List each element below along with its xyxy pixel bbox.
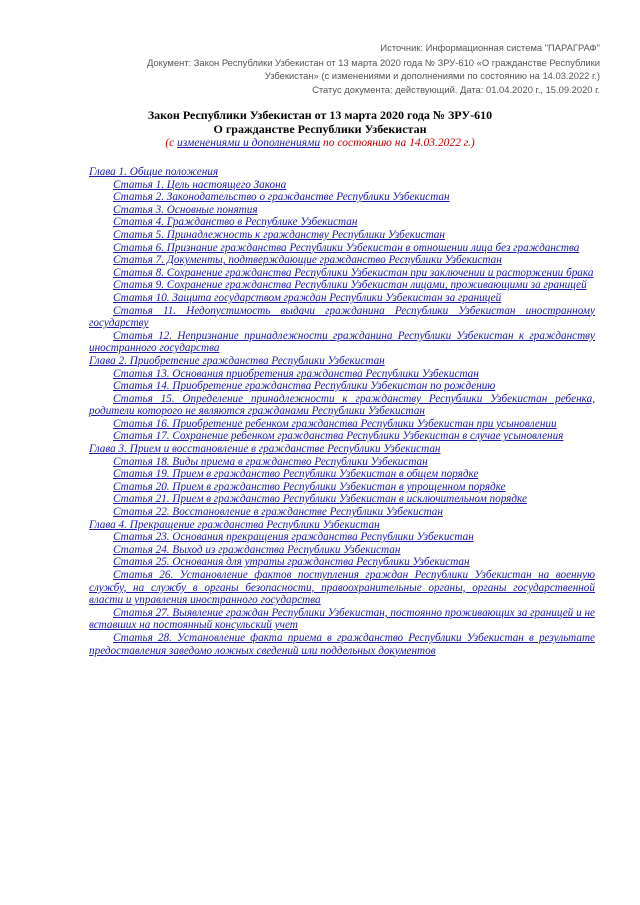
- toc-article-link[interactable]: Статья 5. Принадлежность к гражданству Республики Узбекистан: [113, 228, 445, 241]
- toc-article-link[interactable]: Статья 19. Прием в гражданство Республики Узбекистан в общем порядке: [113, 468, 479, 481]
- toc-article-link[interactable]: Статья 24. Выход из гражданства Республики Узбекистан: [113, 543, 401, 556]
- toc-article-link[interactable]: Статья 26. Установление фактов поступления граждан Республики Узбекистан на военную службу, на службу в органы безопасности, правоохранительные органы, органы государственной власти и управления иностранного государства: [89, 569, 595, 607]
- toc-article-link[interactable]: Статья 27. Выявление граждан Республики Узбекистан, постоянно проживающих за границей и не вставших на постоянный консульский учет: [89, 606, 595, 632]
- amendment-suffix: по состоянию на 14.03.2022 г.): [320, 137, 475, 149]
- toc-article-link[interactable]: Статья 8. Сохранение гражданства Республики Узбекистан при заключении и расторжении брака: [113, 266, 594, 279]
- status-info: Статус документа: действующий. Дата: 01.04.2020 г., 15.09.2020 г.: [312, 84, 600, 95]
- law-subtitle: О гражданстве Республики Узбекистан: [213, 122, 427, 136]
- law-title: Закон Республики Узбекистан от 13 марта 2020 года № ЗРУ-610: [147, 108, 493, 122]
- table-of-contents: [89, 166, 595, 657]
- amendment-prefix: (с: [165, 137, 178, 149]
- toc-article-link[interactable]: Статья 22. Восстановление в гражданстве Республики Узбекистан: [113, 506, 443, 519]
- toc-article-link[interactable]: Статья 10. Защита государством граждан Республики Узбекистан за границей: [113, 291, 502, 304]
- toc-article-link[interactable]: Статья 23. Основания прекращения гражданства Республики Узбекистан: [113, 531, 474, 544]
- toc-article-link[interactable]: Статья 14. Приобретение гражданства Республики Узбекистан по рождению: [113, 380, 496, 393]
- source-info: Источник: Информационная система "ПАРАГРАФ": [380, 42, 600, 53]
- toc-article-link[interactable]: Статья 1. Цель настоящего Закона: [113, 178, 287, 191]
- toc-article-link[interactable]: Статья 3. Основные понятия: [113, 203, 258, 216]
- toc-article-link[interactable]: Статья 12. Непризнание принадлежности гражданина Республики Узбекистан к гражданству иностранного государства: [89, 329, 595, 355]
- amendments-link[interactable]: изменениями и дополнениями: [177, 137, 321, 149]
- toc-article-link[interactable]: Статья 7. Документы, подтверждающие гражданство Республики Узбекистан: [113, 254, 502, 267]
- toc-article-link[interactable]: Статья 25. Основания для утраты гражданства Республики Узбекистан: [113, 556, 470, 569]
- toc-article-link[interactable]: Статья 20. Прием в гражданство Республики Узбекистан в упрощенном порядке: [113, 480, 506, 493]
- toc-article-link[interactable]: Статья 17. Сохранение ребенком гражданства Республики Узбекистан в случае усыновления: [113, 430, 564, 443]
- toc-chapter-link[interactable]: Глава 3. Прием и восстановление в гражданстве Республики Узбекистан: [89, 443, 441, 456]
- toc-article-link[interactable]: Статья 18. Виды приема в гражданство Республики Узбекистан: [113, 455, 428, 468]
- toc-article-link[interactable]: Статья 4. Гражданство в Республике Узбекистан: [113, 216, 358, 229]
- amendment-note: [60, 136, 580, 150]
- toc-article-link[interactable]: Статья 21. Прием в гражданство Республики Узбекистан в исключительном порядке: [113, 493, 527, 506]
- toc-article-link[interactable]: Статья 16. Приобретение ребенком гражданства Республики Узбекистан при усыновлении: [113, 417, 557, 430]
- toc-chapter-link[interactable]: Глава 4. Прекращение гражданства Республики Узбекистан: [89, 518, 380, 531]
- toc-chapter-link[interactable]: Глава 1. Общие положения: [89, 166, 219, 178]
- toc-article-link[interactable]: Статья 9. Сохранение гражданства Республики Узбекистан лицами, проживающими за границей: [113, 279, 587, 292]
- toc-article-link[interactable]: Статья 2. Законодательство о гражданстве Республики Узбекистан: [113, 191, 450, 204]
- toc-article-link[interactable]: Статья 13. Основания приобретения гражданства Республики Узбекистан: [113, 367, 479, 380]
- toc-article-link[interactable]: Статья 11. Недопустимость выдачи гражданина Республики Узбекистан иностранному государству: [89, 304, 595, 330]
- toc-article-link[interactable]: Статья 28. Установление факта приема в гражданство Республики Узбекистан в результате предоставления заведомо ложных сведений или поддельных документов: [89, 631, 595, 657]
- document-info: Документ: Закон Республики Узбекистан от 13 марта 2020 года № ЗРУ-610 «О гражданстве Республики Узбекистан» (с изменениями и дополнениями по состоянию на 14.03.2022 г.): [146, 57, 600, 81]
- toc-article-link[interactable]: Статья 6. Признание гражданства Республики Узбекистан в отношении лица без гражданства: [113, 241, 580, 254]
- toc-chapter-link[interactable]: Глава 2. Приобретение гражданства Республики Узбекистан: [89, 354, 385, 367]
- toc-article-link[interactable]: Статья 15. Определение принадлежности к гражданству Республики Узбекистан ребенка, родители которого не являются гражданами Республики Узбекистан: [89, 392, 595, 418]
